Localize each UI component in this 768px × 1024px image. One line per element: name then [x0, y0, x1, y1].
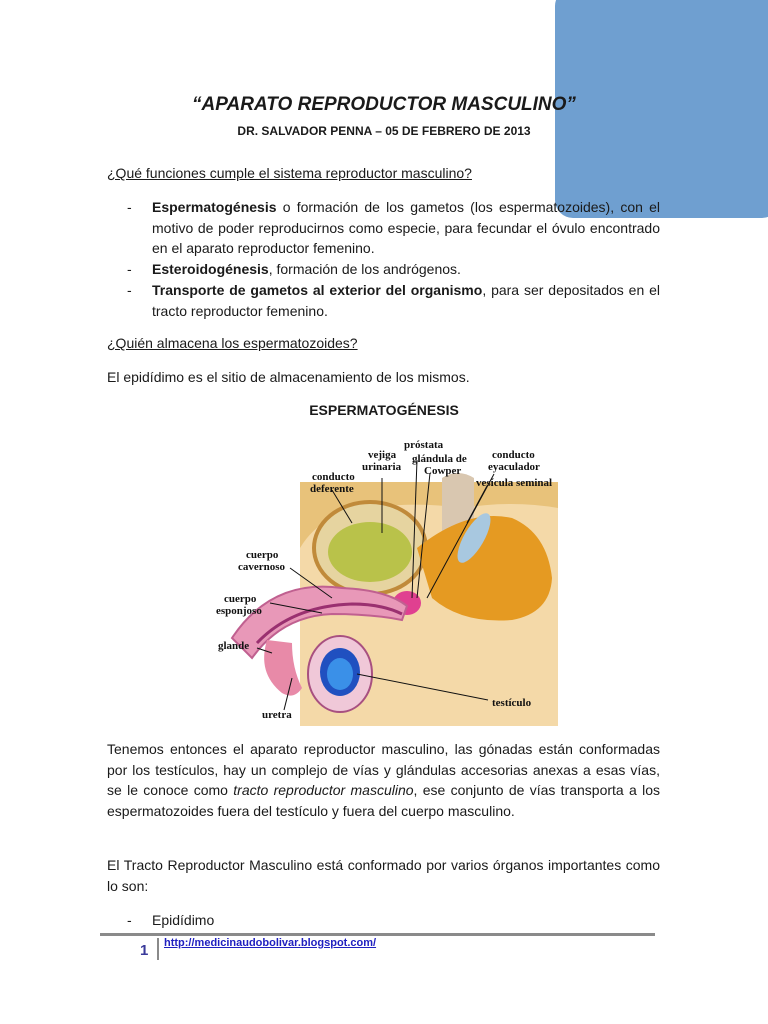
paragraph-epididimo: El epidídimo es el sitio de almacenamiento de los mismos. [107, 369, 470, 385]
testicle-inner [327, 658, 353, 690]
label-vesicula: vesícula seminal [476, 477, 553, 489]
bullet-dash: - [127, 912, 132, 928]
label-cowper: Cowper [424, 465, 462, 477]
list-item [127, 910, 660, 931]
document-subtitle: DR. SALVADOR PENNA – 05 DE FEBRERO DE 2013 [237, 124, 531, 138]
document-title: “APARATO REPRODUCTOR MASCULINO” [192, 94, 576, 115]
anatomy-illustration [212, 438, 562, 726]
glans [264, 640, 302, 696]
paragraph-organs: El Tracto Reproductor Masculino está conformado por varios órganos importantes como lo son: [107, 857, 660, 894]
bullet-term: Esteroidogénesis [152, 261, 269, 277]
label-eyaculador: eyaculador [488, 461, 540, 473]
label-conducto-eyaculador: conducto [492, 449, 535, 461]
bladder-urine [328, 522, 412, 582]
footer-link[interactable]: http://medicinaudobolivar.blogspot.com/ [164, 937, 377, 949]
bullet-dash: - [127, 199, 132, 215]
bullet-term: Espermatogénesis [152, 199, 277, 215]
label-cuerpo-cavernoso: cuerpo [246, 549, 279, 561]
bullet-item [127, 259, 660, 280]
label-deferente: deferente [310, 483, 354, 495]
label-uretra: uretra [262, 709, 292, 721]
label-testiculo: testículo [492, 697, 532, 709]
paragraph-text: , ese conjunto de vías transporta a los espermatozoides fuera del testículo y fuera del cuerpo masculino. [107, 782, 661, 819]
question-functions: ¿Qué funciones cumple el sistema reproductor masculino? [107, 165, 472, 181]
paragraph-tracto [107, 739, 660, 821]
footer-separator [157, 938, 159, 960]
bullet-text: Epidídimo [152, 912, 215, 928]
bullet-item [127, 280, 660, 321]
bullet-item [127, 197, 660, 259]
question-storage: ¿Quién almacena los espermatozoides? [107, 335, 358, 351]
label-prostata: próstata [404, 439, 444, 451]
bullet-text: , formación de los andrógenos. [268, 261, 461, 277]
label-cuerpo-esponjoso: cuerpo [224, 593, 257, 605]
label-esponjoso: esponjoso [216, 605, 262, 617]
label-urinaria: urinaria [362, 461, 402, 473]
bullet-text: , para ser depositados en el tracto reproductor femenino. [152, 282, 660, 319]
label-cavernoso: cavernoso [238, 561, 286, 573]
page-number: 1 [140, 942, 149, 959]
bullet-term: Transporte de gametos al exterior del organismo [152, 282, 483, 298]
label-vejiga: vejiga [368, 449, 397, 461]
bullet-text: o formación de los gametos (los espermatozoides), con el motivo de poder reproducirnos como especie, para fecundar el óvulo encontrado en el aparato reproductor femenino. [152, 199, 660, 256]
section-heading: ESPERMATOGÉNESIS [309, 402, 459, 418]
paragraph-text: Tenemos entonces el aparato reproductor masculino, las gónadas están conformadas por los testículos, hay un complejo de vías y glándulas accesorias anexas a esas vías, se le conoce como [107, 741, 660, 798]
footer-divider [100, 933, 655, 936]
italic-term: tracto reproductor masculino [233, 782, 414, 798]
label-conducto-deferente: conducto [312, 471, 355, 483]
bullet-dash: - [127, 261, 132, 277]
label-glandula: glándula de [412, 453, 467, 465]
label-glande: glande [218, 640, 250, 652]
bullet-dash: - [127, 282, 132, 298]
